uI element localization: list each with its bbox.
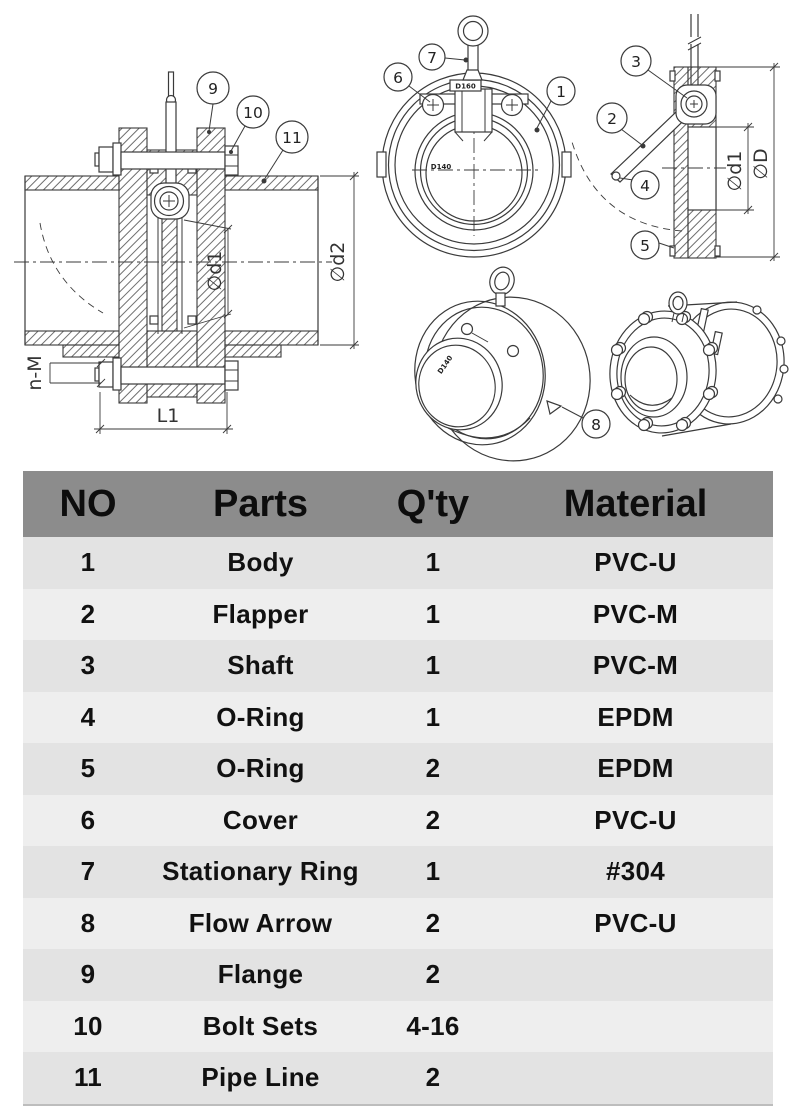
cell-part: Flow Arrow (188, 907, 333, 938)
balloon-10 (229, 96, 269, 154)
table-row (23, 898, 773, 950)
svg-text:8: 8 (591, 416, 601, 434)
cell-qty: 1 (425, 547, 441, 578)
cell-material: PVC-U (594, 804, 677, 835)
balloon-8 (562, 407, 610, 438)
cell-no: 7 (80, 856, 96, 887)
seat-bore (688, 127, 716, 210)
dim-nm (24, 355, 105, 390)
col-header-qty: Q'ty (396, 482, 470, 525)
table-row (23, 743, 773, 795)
balloon-6 (384, 63, 430, 102)
col-header-material: Material (563, 482, 708, 525)
cell-part: Body (227, 547, 294, 578)
dim-label-side-d1: ∅d1 (724, 150, 746, 192)
cell-no: 11 (73, 1062, 103, 1093)
cell-part: Shaft (227, 650, 294, 681)
balloon-7 (419, 44, 469, 70)
cell-material: PVC-U (594, 907, 677, 938)
table-row (23, 846, 773, 898)
cell-material: EPDM (597, 753, 674, 784)
table-row (23, 1052, 773, 1104)
dim-label-nm: n-M (24, 355, 46, 391)
shaft-section (166, 102, 176, 194)
cell-qty: 2 (425, 907, 441, 938)
dim-d2 (320, 172, 359, 349)
cell-part: Flapper (212, 598, 309, 629)
svg-text:9: 9 (208, 80, 218, 98)
cell-material: PVC-U (594, 547, 677, 578)
col-header-no: NO (59, 482, 117, 525)
parts-table (23, 471, 773, 1106)
cell-part: Bolt Sets (202, 1010, 319, 1041)
cell-qty: 2 (425, 753, 441, 784)
svg-text:1: 1 (556, 83, 566, 101)
side-tab (562, 152, 571, 177)
cell-no: 9 (80, 959, 96, 990)
table-row (23, 537, 773, 589)
balloon-1 (535, 77, 576, 133)
cell-part: Flange (217, 959, 304, 990)
dim-side-d1 (716, 123, 754, 214)
svg-text:4: 4 (640, 177, 650, 195)
cell-material: PVC-M (592, 650, 679, 681)
cell-part: Stationary Ring (162, 856, 359, 887)
cell-qty: 2 (425, 959, 441, 990)
cell-material: EPDM (597, 701, 674, 732)
table-row (23, 949, 773, 1001)
size-plate-label: D160 (455, 82, 476, 91)
svg-text:2: 2 (607, 110, 617, 128)
svg-text:6: 6 (393, 69, 403, 87)
table-header-row (23, 471, 773, 537)
col-header-parts: Parts (212, 482, 309, 525)
o-ring-mark (188, 316, 196, 324)
hub-left (63, 345, 119, 357)
valve-technical-drawing (0, 0, 801, 470)
table-row (23, 1001, 773, 1053)
hinge-block (455, 89, 492, 132)
cell-no: 4 (80, 701, 96, 732)
cell-no: 6 (80, 804, 96, 835)
o-ring-small (612, 172, 620, 180)
balloon-5 (631, 231, 674, 259)
cell-qty: 4-16 (406, 1010, 460, 1041)
pipe-left (25, 176, 119, 345)
cell-qty: 1 (425, 701, 441, 732)
cell-qty: 1 (425, 856, 441, 887)
cell-no: 10 (73, 1010, 103, 1041)
iso-open-view (403, 264, 610, 470)
svg-text:3: 3 (631, 53, 641, 71)
pipe-right (225, 176, 318, 345)
cell-no: 8 (80, 907, 96, 938)
svg-text:7: 7 (427, 49, 437, 67)
cell-part: O-Ring (216, 701, 305, 732)
o-ring-mark (150, 316, 158, 324)
cell-qty: 1 (425, 650, 441, 681)
cell-no: 3 (80, 650, 96, 681)
cell-material: #304 (605, 856, 666, 887)
front-view (377, 16, 575, 257)
side-view (572, 14, 780, 261)
valve-body-bottom (147, 331, 197, 397)
table-row (23, 640, 773, 692)
table-row (23, 795, 773, 847)
cell-no: 1 (80, 547, 96, 578)
cell-part: Pipe Line (201, 1062, 320, 1093)
lifting-ring (669, 292, 687, 314)
iso-assembly-view (604, 292, 790, 438)
balloon-9 (197, 72, 229, 134)
cell-part: Cover (222, 804, 299, 835)
svg-text:5: 5 (640, 237, 650, 255)
svg-text:10: 10 (243, 104, 263, 122)
swing-arc (40, 223, 103, 313)
flapper-section (162, 215, 177, 331)
flow-arrow-tab (547, 401, 561, 414)
swing-arc (572, 142, 682, 231)
cell-no: 2 (80, 598, 96, 629)
balloon-11 (262, 121, 309, 184)
cell-qty: 1 (425, 598, 441, 629)
cell-qty: 2 (425, 804, 441, 835)
cell-part: O-Ring (216, 753, 305, 784)
bore-label: D140 (430, 163, 452, 171)
iso-disc-label: D140 (436, 354, 455, 376)
table-row (23, 589, 773, 641)
cross-section-view (14, 72, 359, 434)
dim-label-d2: ∅d2 (327, 241, 349, 283)
table-row (23, 692, 773, 744)
hub-right (225, 345, 281, 357)
cell-material: PVC-M (592, 598, 679, 629)
dim-label-l1: L1 (156, 405, 180, 427)
svg-text:11: 11 (282, 129, 302, 147)
dim-label-D: ∅D (750, 148, 772, 180)
dim-label-d1: ∅d1 (204, 250, 226, 292)
cell-qty: 2 (425, 1062, 441, 1093)
cell-no: 5 (80, 753, 96, 784)
balloon-2 (597, 103, 642, 145)
side-tab (377, 152, 386, 177)
